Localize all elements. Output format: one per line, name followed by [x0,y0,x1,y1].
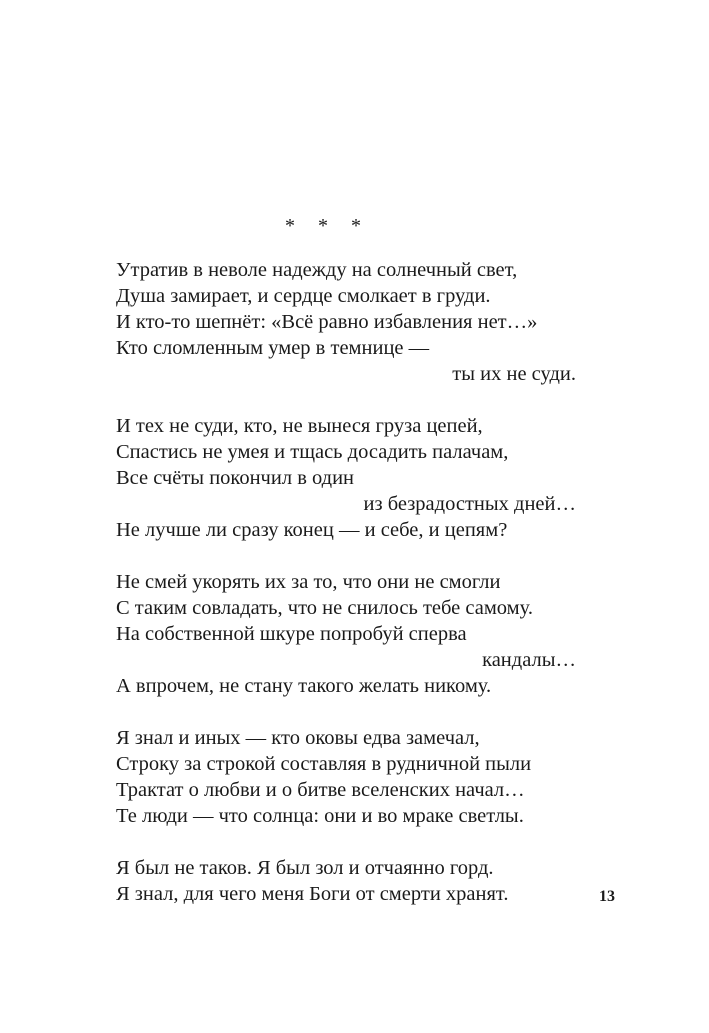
poem-line: Те люди — что солнца: они и во мраке светлы. [116,805,524,827]
stanza-5 [116,855,576,907]
poem-line: Строку за строкой составляя в рудничной пыли [116,753,532,775]
stanza-gap [116,829,576,855]
poem-line: Все счёты покончил в один [116,467,355,489]
poem-line: Спастись не умея и тщась досадить палачам, [116,441,509,463]
poem-line: Не лучше ли сразу конец — и себе, и цепям? [116,519,508,541]
poem-line: С таким совладать, что не снилось тебе самому. [116,597,533,619]
stanza-3 [116,569,576,699]
poem-line: Я знал и иных — кто оковы едва замечал, [116,727,480,749]
poem-body [116,257,576,907]
poem-line-indented: ты их не суди. [452,363,576,385]
poem-line: Кто сломленным умер в темнице — [116,337,430,359]
poem-line: Я знал, для чего меня Боги от смерти хранят. [116,883,509,905]
poem-line: Трактат о любви и о битве вселенских начал… [116,779,525,801]
poem-line: Душа замирает, и сердце смолкает в груди. [116,285,491,307]
poem-line-indented: кандалы… [482,649,576,671]
poem-line-indented: из безрадостных дней… [363,493,576,515]
stanza-1 [116,257,576,387]
stanza-gap [116,387,576,413]
poem-line: Я был не таков. Я был зол и отчаянно горд. [116,857,494,879]
page-number: 13 [599,888,615,905]
poem-line: Не смей укорять их за то, что они не смогли [116,571,501,593]
section-divider: * * * [285,215,370,237]
poem-line: А впрочем, не стану такого желать никому. [116,675,492,697]
stanza-gap [116,543,576,569]
stanza-gap [116,699,576,725]
poem-line: И кто-то шепнёт: «Всё равно избавления нет…» [116,311,538,333]
poem-line: Утратив в неволе надежду на солнечный свет, [116,259,518,281]
stanza-4 [116,725,576,829]
poem-line: И тех не суди, кто, не вынеся груза цепей, [116,415,483,437]
poem-line: На собственной шкуре попробуй сперва [116,623,467,645]
stanza-2 [116,413,576,543]
